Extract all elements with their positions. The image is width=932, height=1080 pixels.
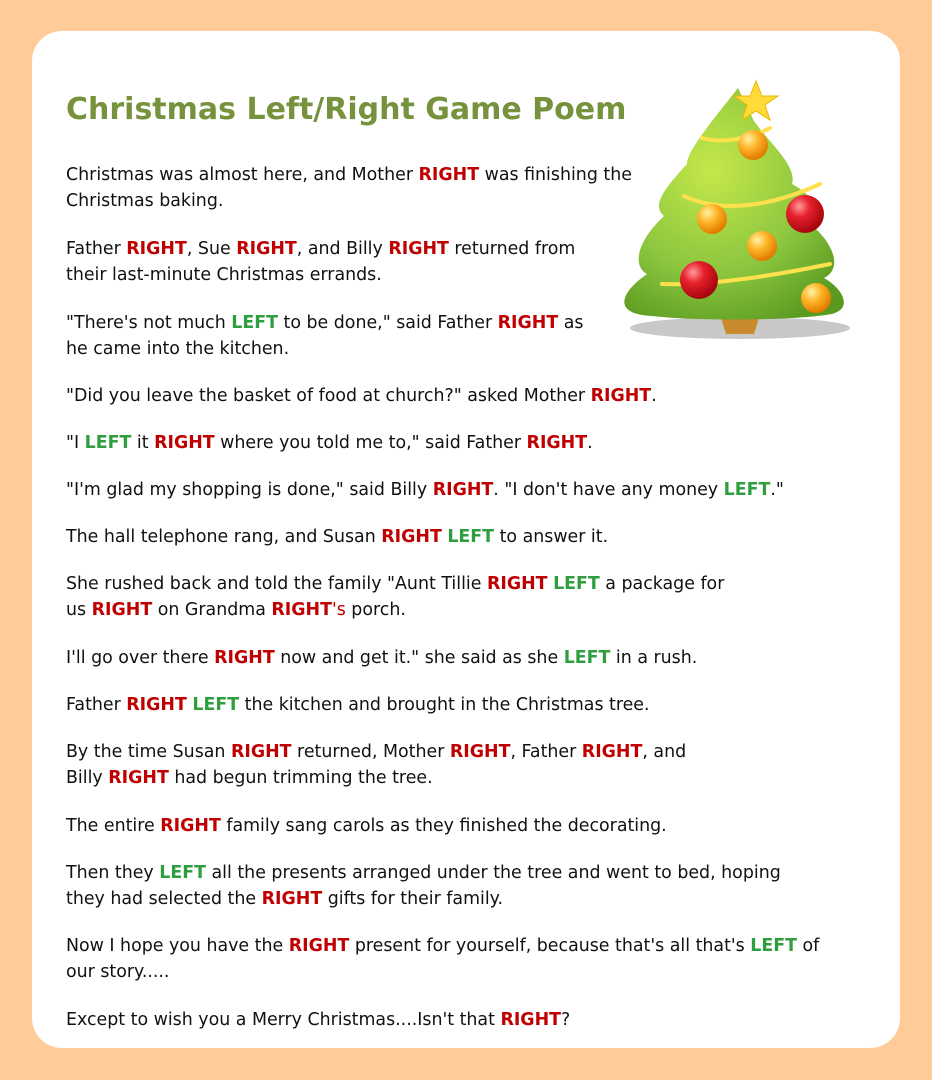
poem-text: to be done," said Father xyxy=(277,313,498,333)
keyword-right: RIGHT xyxy=(418,165,480,185)
poem-text: gifts for their family. xyxy=(322,889,504,909)
poem-text: "Did you leave the basket of food at church?" asked Mother xyxy=(66,386,591,406)
poem-text: in a rush. xyxy=(610,648,698,668)
poem-text: By the time Susan xyxy=(66,742,231,762)
poem-text: on Grandma xyxy=(152,600,272,620)
poem-text: their last-minute Christmas errands. xyxy=(66,265,382,285)
poem-text: he came into the kitchen. xyxy=(66,339,290,359)
poem-text: was finishing the xyxy=(479,165,632,185)
poem-text: the kitchen and brought in the Christmas tree. xyxy=(239,695,650,715)
poem-text: Christmas baking. xyxy=(66,191,224,211)
poem-text: Father xyxy=(66,695,127,715)
keyword-left: LEFT xyxy=(84,433,132,453)
keyword-right: RIGHT xyxy=(91,600,153,620)
poem-text: returned from xyxy=(448,239,576,259)
keyword-left: LEFT xyxy=(750,936,797,956)
keyword-right: RIGHT xyxy=(590,386,652,406)
keyword-right: RIGHT xyxy=(381,527,442,547)
poem-text: it xyxy=(131,433,155,453)
poem-text: ? xyxy=(561,1010,571,1030)
poem-text: now and get it." she said as she xyxy=(274,648,564,668)
poem-text: . xyxy=(587,433,593,453)
keyword-right: RIGHT xyxy=(500,1010,561,1030)
poem-text: , and Billy xyxy=(296,239,389,259)
poem-paragraph xyxy=(66,236,575,288)
poem-paragraph xyxy=(66,383,657,409)
poem-paragraph xyxy=(66,524,608,550)
poem-paragraph xyxy=(66,813,667,839)
poem-text: The hall telephone rang, and Susan xyxy=(66,527,382,547)
poem-text: I'll go over there xyxy=(66,648,215,668)
poem-text: a package for xyxy=(599,574,725,594)
keyword-left: LEFT xyxy=(159,863,206,883)
poem-card xyxy=(32,31,900,1048)
keyword-right: RIGHT xyxy=(388,239,449,259)
poem-text: our story..... xyxy=(66,962,170,982)
keyword-right: RIGHT xyxy=(160,816,221,836)
poem-text: to answer it. xyxy=(494,527,609,547)
poem-text: , Sue xyxy=(186,239,237,259)
keyword-right: RIGHT xyxy=(271,600,332,620)
poem-text: all the presents arranged under the tree and went to bed, hoping xyxy=(205,863,781,883)
poem-text: where you told me to," said Father xyxy=(214,433,527,453)
poem-text: Now I hope you have the xyxy=(66,936,289,956)
poem-paragraph xyxy=(66,571,724,623)
poem-text: had begun trimming the tree. xyxy=(168,768,433,788)
poem-text: "There's not much xyxy=(66,313,232,333)
poem-text: Billy xyxy=(66,768,109,788)
poem-text: as xyxy=(558,313,584,333)
keyword-right: RIGHT xyxy=(288,936,350,956)
poem-paragraph xyxy=(66,933,819,985)
keyword-left: LEFT xyxy=(723,480,771,500)
poem-text: they had selected the xyxy=(66,889,262,909)
poem-text: , and xyxy=(642,742,687,762)
keyword-right: RIGHT xyxy=(526,433,588,453)
keyword-right: RIGHT xyxy=(449,742,511,762)
poem-text: ." xyxy=(770,480,784,500)
poem-text: Father xyxy=(66,239,127,259)
poem-text: returned, Mother xyxy=(291,742,450,762)
keyword-right: RIGHT xyxy=(486,574,548,594)
poem-paragraph xyxy=(66,739,686,791)
possessive-suffix: 's xyxy=(331,600,346,620)
keyword-right: RIGHT xyxy=(261,889,323,909)
keyword-right: RIGHT xyxy=(432,480,494,500)
keyword-left: LEFT xyxy=(563,648,611,668)
keyword-left: LEFT xyxy=(231,313,278,333)
poem-paragraph xyxy=(66,1007,570,1033)
poem-text: Except to wish you a Merry Christmas....Isn't that xyxy=(66,1010,501,1030)
poem-text: She rushed back and told the family "Aunt Tillie xyxy=(66,574,487,594)
poem-paragraph xyxy=(66,430,593,456)
poem-text: of xyxy=(796,936,820,956)
poem-text: present for yourself, because that's all that's xyxy=(349,936,751,956)
keyword-right: RIGHT xyxy=(497,313,559,333)
poem-paragraph xyxy=(66,477,784,503)
keyword-right: RIGHT xyxy=(154,433,215,453)
keyword-right: RIGHT xyxy=(581,742,643,762)
poem-text: The entire xyxy=(66,816,161,836)
poem-text: "I xyxy=(66,433,85,453)
keyword-right: RIGHT xyxy=(126,695,187,715)
keyword-left: LEFT xyxy=(553,574,600,594)
keyword-left: LEFT xyxy=(447,527,495,547)
poem-text: . "I don't have any money xyxy=(493,480,724,500)
keyword-right: RIGHT xyxy=(230,742,292,762)
poem-text: porch. xyxy=(345,600,406,620)
poem-paragraph xyxy=(66,645,697,671)
poem-text: . xyxy=(651,386,657,406)
poem-paragraph xyxy=(66,310,583,362)
poem-text: us xyxy=(66,600,92,620)
poem-text: Then they xyxy=(66,863,160,883)
keyword-left: LEFT xyxy=(192,695,240,715)
keyword-right: RIGHT xyxy=(126,239,187,259)
poem-paragraph xyxy=(66,692,650,718)
poem-paragraph xyxy=(66,162,632,214)
keyword-right: RIGHT xyxy=(214,648,275,668)
poem-text: , Father xyxy=(510,742,582,762)
poem-text: family sang carols as they finished the decorating. xyxy=(220,816,667,836)
poem-paragraph xyxy=(66,860,781,912)
keyword-right: RIGHT xyxy=(236,239,297,259)
poem-text: Christmas was almost here, and Mother xyxy=(66,165,419,185)
keyword-right: RIGHT xyxy=(108,768,169,788)
page-title: Christmas Left/Right Game Poem xyxy=(66,92,627,127)
poem-text: "I'm glad my shopping is done," said Billy xyxy=(66,480,433,500)
